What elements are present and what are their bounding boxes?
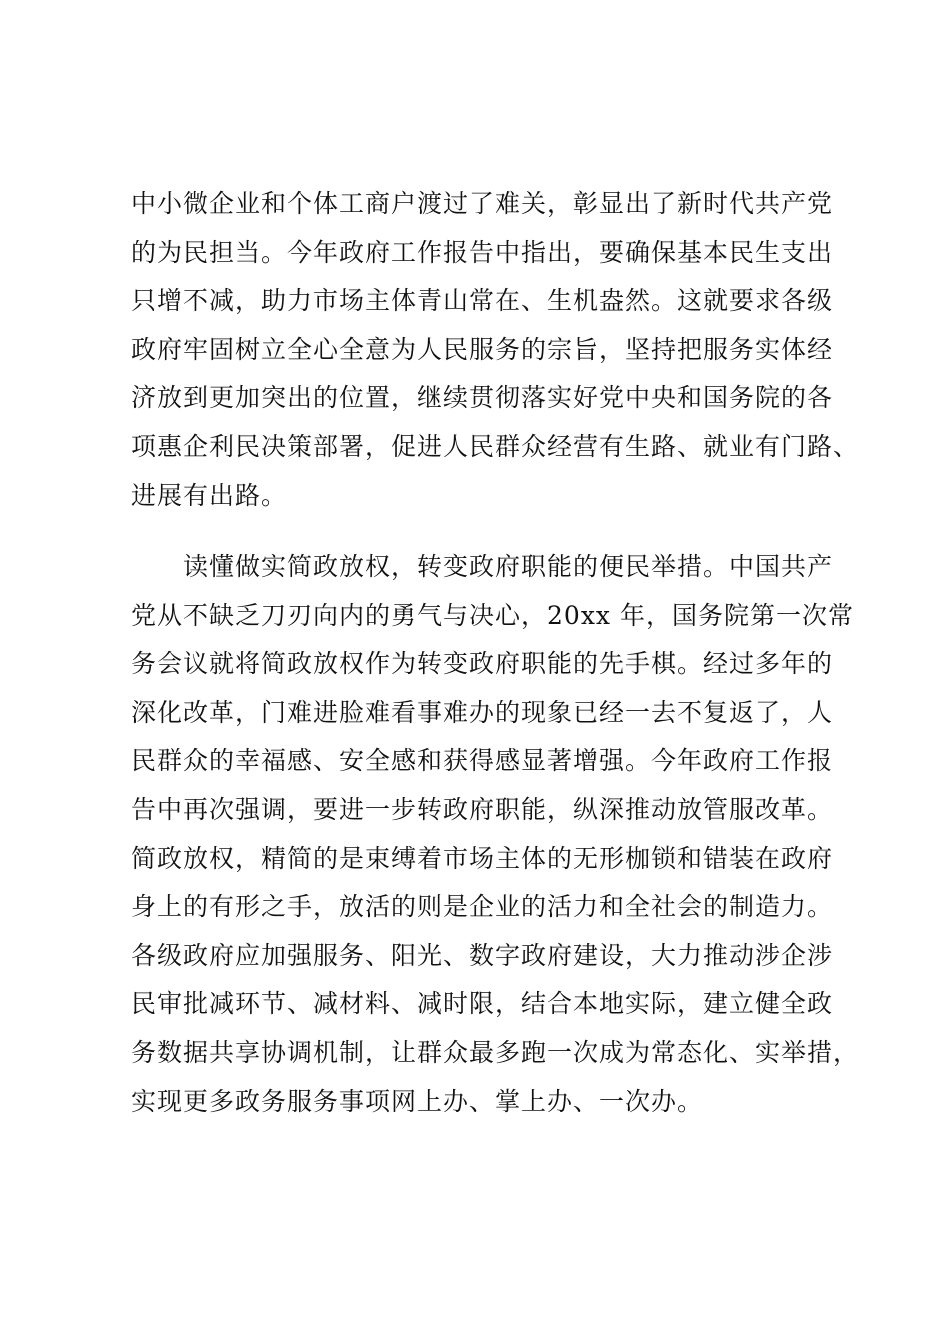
text-line: 党从不缺乏刀刃向内的勇气与决心，20xx 年，国务院第一次常	[131, 600, 854, 630]
text-line: 民群众的幸福感、安全感和获得感显著增强。今年政府工作报	[131, 746, 834, 776]
text-line: 只增不减，助力市场主体青山常在、生机盎然。这就要求各级	[131, 286, 834, 316]
text-line: 实现更多政务服务事项网上办、掌上办、一次办。	[131, 1086, 704, 1116]
text-line: 各级政府应加强服务、阳光、数字政府建设，大力推动涉企涉	[131, 940, 834, 970]
text-line: 政府牢固树立全心全意为人民服务的宗旨，坚持把服务实体经	[131, 334, 834, 364]
paragraph-2	[131, 543, 860, 1126]
text-line: 的为民担当。今年政府工作报告中指出，要确保基本民生支出	[131, 237, 834, 267]
text-line: 告中再次强调，要进一步转政府职能，纵深推动放管服改革。	[131, 794, 834, 824]
text-line: 济放到更加突出的位置，继续贯彻落实好党中央和国务院的各	[131, 383, 834, 413]
paragraph-1	[131, 180, 860, 520]
text-line: 务数据共享协调机制，让群众最多跑一次成为常态化、实举措，	[131, 1037, 860, 1067]
text-line: 进展有出路。	[131, 480, 288, 510]
text-line: 务会议就将简政放权作为转变政府职能的先手棋。经过多年的	[131, 649, 834, 679]
text-line: 简政放权，精简的是束缚着市场主体的无形枷锁和错装在政府	[131, 843, 834, 873]
text-line: 身上的有形之手，放活的则是企业的活力和全社会的制造力。	[131, 892, 834, 922]
text-line: 中小微企业和个体工商户渡过了难关，彰显出了新时代共产党	[131, 189, 834, 218]
text-line: 读懂做实简政放权，转变政府职能的便民举措。中国共产	[131, 552, 834, 581]
text-line: 深化改革，门难进脸难看事难办的现象已经一去不复返了，人	[131, 697, 834, 727]
text-line: 民审批减环节、减材料、减时限，结合本地实际，建立健全政	[131, 989, 834, 1019]
text-line: 项惠企利民决策部署，促进人民群众经营有生路、就业有门路、	[131, 431, 860, 461]
